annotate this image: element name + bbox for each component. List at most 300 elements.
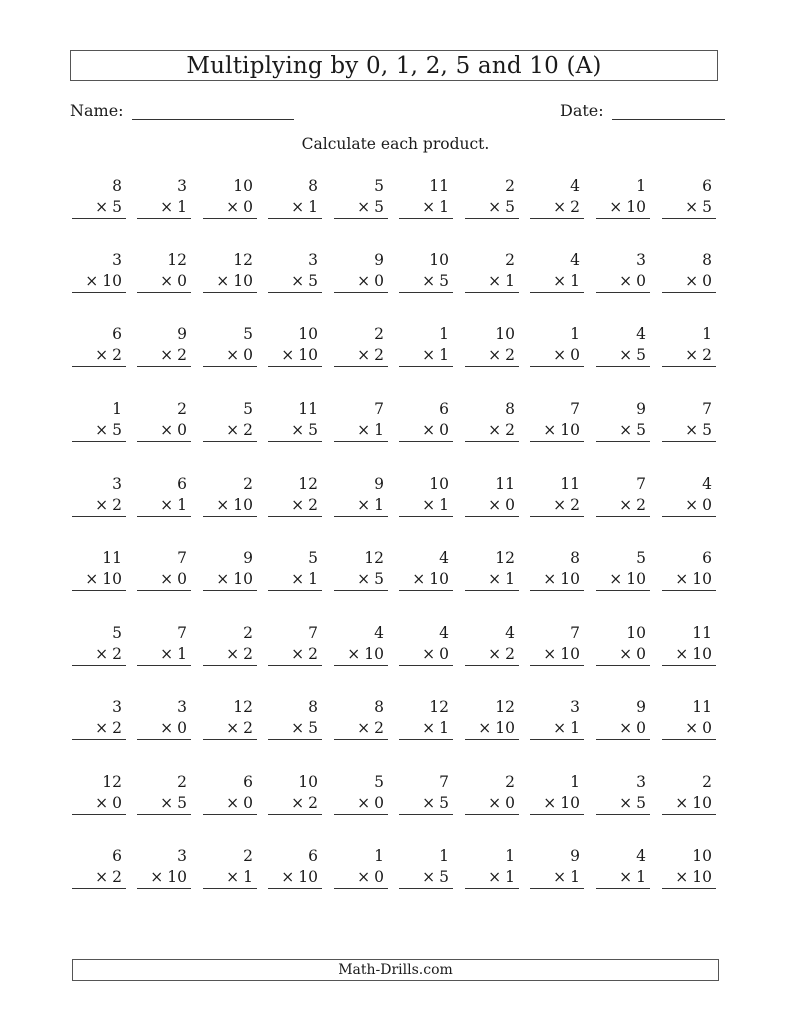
problem bbox=[137, 474, 191, 517]
name-blank-line[interactable] bbox=[132, 95, 294, 120]
times-symbol: × bbox=[281, 868, 295, 886]
multiplicand: 12 bbox=[233, 251, 253, 269]
times-symbol: × bbox=[95, 421, 109, 439]
problem bbox=[662, 772, 716, 815]
problem bbox=[203, 697, 257, 740]
multiplier: 2 bbox=[112, 868, 122, 886]
problem bbox=[530, 399, 584, 442]
multiplier-line bbox=[72, 792, 126, 815]
multiplier: 1 bbox=[505, 272, 515, 290]
multiplicand: 9 bbox=[243, 549, 253, 567]
problem bbox=[203, 623, 257, 666]
times-symbol: × bbox=[150, 868, 164, 886]
multiplicand: 4 bbox=[636, 847, 646, 865]
problem bbox=[334, 623, 388, 666]
multiplicand: 5 bbox=[243, 325, 253, 343]
multiplier-line bbox=[72, 866, 126, 889]
times-symbol: × bbox=[216, 570, 230, 588]
multiplier-line bbox=[268, 568, 322, 591]
multiplicand: 10 bbox=[626, 624, 646, 642]
multiplicand: 11 bbox=[495, 475, 515, 493]
multiplicand: 3 bbox=[177, 698, 187, 716]
multiplier-line bbox=[203, 568, 257, 591]
times-symbol: × bbox=[609, 570, 623, 588]
multiplicand: 9 bbox=[636, 698, 646, 716]
multiplier-line bbox=[530, 866, 584, 889]
multiplier-line bbox=[137, 270, 191, 293]
multiplicand: 8 bbox=[374, 698, 384, 716]
problem bbox=[203, 474, 257, 517]
multiplicand: 3 bbox=[308, 251, 318, 269]
multiplier-line bbox=[530, 196, 584, 219]
multiplier-line bbox=[596, 344, 650, 367]
problem bbox=[399, 772, 453, 815]
multiplicand: 10 bbox=[298, 325, 318, 343]
times-symbol: × bbox=[95, 198, 109, 216]
multiplicand: 7 bbox=[636, 475, 646, 493]
multiplicand: 6 bbox=[112, 847, 122, 865]
multiplier: 0 bbox=[636, 272, 646, 290]
problem bbox=[72, 324, 126, 367]
multiplicand: 2 bbox=[243, 624, 253, 642]
multiplier: 0 bbox=[177, 719, 187, 737]
multiplicand: 1 bbox=[636, 177, 646, 195]
problem bbox=[203, 548, 257, 591]
multiplicand: 12 bbox=[429, 698, 449, 716]
multiplicand: 4 bbox=[505, 624, 515, 642]
multiplier: 2 bbox=[112, 645, 122, 663]
multiplicand: 7 bbox=[308, 624, 318, 642]
times-symbol: × bbox=[619, 645, 633, 663]
multiplier: 1 bbox=[177, 198, 187, 216]
problem bbox=[662, 324, 716, 367]
problem bbox=[662, 176, 716, 219]
multiplier: 0 bbox=[636, 645, 646, 663]
instructions: Calculate each product. bbox=[301, 135, 490, 153]
multiplier-line bbox=[662, 643, 716, 666]
multiplier: 0 bbox=[374, 794, 384, 812]
times-symbol: × bbox=[488, 794, 502, 812]
multiplicand: 11 bbox=[429, 177, 449, 195]
problem bbox=[465, 772, 519, 815]
multiplier-line bbox=[465, 643, 519, 666]
multiplier: 10 bbox=[495, 719, 515, 737]
times-symbol: × bbox=[553, 496, 567, 514]
times-symbol: × bbox=[685, 719, 699, 737]
multiplier: 5 bbox=[439, 794, 449, 812]
multiplicand: 6 bbox=[702, 177, 712, 195]
problem bbox=[465, 548, 519, 591]
multiplier-line bbox=[662, 270, 716, 293]
name-field bbox=[70, 95, 294, 120]
multiplier: 0 bbox=[439, 421, 449, 439]
multiplier-line bbox=[137, 792, 191, 815]
multiplier: 0 bbox=[374, 272, 384, 290]
problem bbox=[399, 697, 453, 740]
multiplicand: 8 bbox=[570, 549, 580, 567]
multiplier: 10 bbox=[233, 570, 253, 588]
problem bbox=[399, 399, 453, 442]
problem bbox=[334, 399, 388, 442]
multiplier-line bbox=[530, 419, 584, 442]
multiplier: 1 bbox=[505, 868, 515, 886]
date-blank-line[interactable] bbox=[612, 95, 725, 120]
multiplier-line bbox=[203, 419, 257, 442]
multiplier: 10 bbox=[560, 570, 580, 588]
problem bbox=[72, 474, 126, 517]
problem bbox=[203, 772, 257, 815]
problem bbox=[399, 846, 453, 889]
multiplicand: 12 bbox=[298, 475, 318, 493]
multiplier: 0 bbox=[112, 794, 122, 812]
multiplier: 10 bbox=[364, 645, 384, 663]
multiplicand: 12 bbox=[102, 773, 122, 791]
multiplier-line bbox=[399, 494, 453, 517]
multiplier: 10 bbox=[233, 496, 253, 514]
multiplier: 2 bbox=[505, 645, 515, 663]
multiplicand: 7 bbox=[177, 549, 187, 567]
multiplier-line bbox=[465, 494, 519, 517]
multiplier-line bbox=[137, 494, 191, 517]
multiplicand: 7 bbox=[177, 624, 187, 642]
times-symbol: × bbox=[357, 719, 371, 737]
times-symbol: × bbox=[543, 645, 557, 663]
multiplier-line bbox=[530, 270, 584, 293]
multiplicand: 2 bbox=[177, 773, 187, 791]
problem bbox=[203, 399, 257, 442]
multiplicand: 8 bbox=[112, 177, 122, 195]
multiplier: 5 bbox=[636, 346, 646, 364]
problem bbox=[530, 623, 584, 666]
worksheet-title bbox=[70, 50, 718, 81]
problem bbox=[530, 772, 584, 815]
multiplier-line bbox=[268, 270, 322, 293]
multiplier-line bbox=[399, 717, 453, 740]
multiplicand: 1 bbox=[702, 325, 712, 343]
multiplier-line bbox=[399, 196, 453, 219]
problem bbox=[268, 324, 322, 367]
multiplier-line bbox=[334, 717, 388, 740]
times-symbol: × bbox=[675, 868, 689, 886]
times-symbol: × bbox=[291, 272, 305, 290]
problem bbox=[268, 623, 322, 666]
problem bbox=[268, 474, 322, 517]
multiplicand: 4 bbox=[439, 549, 449, 567]
multiplier: 2 bbox=[308, 496, 318, 514]
multiplier-line bbox=[137, 568, 191, 591]
times-symbol: × bbox=[85, 272, 99, 290]
multiplicand: 3 bbox=[112, 698, 122, 716]
times-symbol: × bbox=[160, 496, 174, 514]
multiplicand: 12 bbox=[495, 698, 515, 716]
problem bbox=[465, 697, 519, 740]
multiplier-line bbox=[662, 568, 716, 591]
footer bbox=[72, 959, 719, 981]
times-symbol: × bbox=[488, 198, 502, 216]
multiplier: 1 bbox=[439, 719, 449, 737]
times-symbol: × bbox=[226, 794, 240, 812]
problem bbox=[596, 772, 650, 815]
problem bbox=[662, 399, 716, 442]
multiplicand: 4 bbox=[570, 177, 580, 195]
multiplier: 5 bbox=[374, 570, 384, 588]
times-symbol: × bbox=[488, 868, 502, 886]
times-symbol: × bbox=[619, 346, 633, 364]
times-symbol: × bbox=[619, 719, 633, 737]
problem bbox=[399, 324, 453, 367]
multiplier: 5 bbox=[636, 421, 646, 439]
multiplier: 1 bbox=[439, 346, 449, 364]
problem bbox=[596, 548, 650, 591]
problem bbox=[268, 399, 322, 442]
multiplicand: 6 bbox=[439, 400, 449, 418]
multiplicand: 5 bbox=[374, 177, 384, 195]
times-symbol: × bbox=[543, 794, 557, 812]
multiplicand: 8 bbox=[308, 698, 318, 716]
multiplier: 2 bbox=[243, 421, 253, 439]
multiplier: 0 bbox=[505, 794, 515, 812]
times-symbol: × bbox=[291, 794, 305, 812]
problem bbox=[137, 772, 191, 815]
multiplier-line bbox=[72, 344, 126, 367]
multiplier: 0 bbox=[177, 272, 187, 290]
multiplier-line bbox=[268, 344, 322, 367]
multiplicand: 3 bbox=[112, 475, 122, 493]
multiplier: 10 bbox=[429, 570, 449, 588]
multiplier-line bbox=[72, 270, 126, 293]
footer-site-text: Math-Drills.com bbox=[338, 962, 453, 978]
multiplier-line bbox=[203, 717, 257, 740]
multiplicand: 3 bbox=[177, 847, 187, 865]
times-symbol: × bbox=[488, 570, 502, 588]
name-label: Name: bbox=[70, 101, 124, 120]
problem bbox=[72, 250, 126, 293]
times-symbol: × bbox=[226, 719, 240, 737]
problem bbox=[530, 324, 584, 367]
times-symbol: × bbox=[553, 346, 567, 364]
multiplicand: 3 bbox=[636, 773, 646, 791]
problem bbox=[334, 324, 388, 367]
times-symbol: × bbox=[553, 719, 567, 737]
problem bbox=[596, 697, 650, 740]
problem bbox=[530, 474, 584, 517]
multiplier: 5 bbox=[636, 794, 646, 812]
times-symbol: × bbox=[553, 198, 567, 216]
problem bbox=[268, 250, 322, 293]
multiplicand: 6 bbox=[243, 773, 253, 791]
problem bbox=[72, 623, 126, 666]
problem bbox=[334, 772, 388, 815]
multiplier: 5 bbox=[374, 198, 384, 216]
problem bbox=[137, 548, 191, 591]
multiplier-line bbox=[530, 643, 584, 666]
multiplier: 0 bbox=[636, 719, 646, 737]
problem bbox=[662, 474, 716, 517]
multiplier: 2 bbox=[308, 645, 318, 663]
multiplier: 0 bbox=[374, 868, 384, 886]
multiplicand: 12 bbox=[167, 251, 187, 269]
times-symbol: × bbox=[85, 570, 99, 588]
multiplicand: 7 bbox=[702, 400, 712, 418]
problem bbox=[137, 176, 191, 219]
multiplier-line bbox=[465, 568, 519, 591]
multiplier-line bbox=[662, 792, 716, 815]
multiplier: 2 bbox=[112, 496, 122, 514]
multiplier-line bbox=[530, 792, 584, 815]
multiplier: 5 bbox=[505, 198, 515, 216]
problem bbox=[137, 623, 191, 666]
multiplicand: 9 bbox=[374, 475, 384, 493]
multiplicand: 3 bbox=[636, 251, 646, 269]
multiplier-line bbox=[334, 568, 388, 591]
multiplicand: 6 bbox=[177, 475, 187, 493]
multiplier-line bbox=[399, 643, 453, 666]
problem bbox=[399, 623, 453, 666]
multiplier: 10 bbox=[626, 198, 646, 216]
multiplier-line bbox=[465, 866, 519, 889]
multiplier: 5 bbox=[702, 198, 712, 216]
multiplier: 10 bbox=[298, 346, 318, 364]
times-symbol: × bbox=[422, 346, 436, 364]
times-symbol: × bbox=[619, 794, 633, 812]
multiplicand: 7 bbox=[570, 624, 580, 642]
multiplier-line bbox=[399, 270, 453, 293]
multiplier-line bbox=[530, 344, 584, 367]
problem bbox=[72, 846, 126, 889]
multiplier-line bbox=[268, 419, 322, 442]
multiplicand: 11 bbox=[298, 400, 318, 418]
multiplier: 0 bbox=[439, 645, 449, 663]
multiplier: 2 bbox=[243, 645, 253, 663]
times-symbol: × bbox=[478, 719, 492, 737]
times-symbol: × bbox=[685, 272, 699, 290]
multiplicand: 11 bbox=[560, 475, 580, 493]
date-label: Date: bbox=[560, 101, 604, 120]
times-symbol: × bbox=[422, 868, 436, 886]
multiplier-line bbox=[72, 643, 126, 666]
multiplier-line bbox=[530, 494, 584, 517]
problem bbox=[662, 697, 716, 740]
multiplier: 2 bbox=[570, 496, 580, 514]
multiplier: 0 bbox=[702, 272, 712, 290]
multiplier: 2 bbox=[177, 346, 187, 364]
times-symbol: × bbox=[488, 346, 502, 364]
times-symbol: × bbox=[291, 496, 305, 514]
multiplier: 10 bbox=[298, 868, 318, 886]
times-symbol: × bbox=[95, 496, 109, 514]
multiplicand: 8 bbox=[308, 177, 318, 195]
problem bbox=[596, 324, 650, 367]
times-symbol: × bbox=[685, 496, 699, 514]
times-symbol: × bbox=[422, 794, 436, 812]
times-symbol: × bbox=[160, 421, 174, 439]
times-symbol: × bbox=[216, 496, 230, 514]
multiplier: 1 bbox=[505, 570, 515, 588]
multiplier-line bbox=[465, 717, 519, 740]
times-symbol: × bbox=[160, 719, 174, 737]
multiplicand: 10 bbox=[692, 847, 712, 865]
multiplier-line bbox=[137, 717, 191, 740]
multiplier: 5 bbox=[177, 794, 187, 812]
multiplier-line bbox=[465, 419, 519, 442]
multiplier-line bbox=[596, 717, 650, 740]
problem bbox=[596, 623, 650, 666]
multiplier: 0 bbox=[570, 346, 580, 364]
multiplier: 0 bbox=[243, 198, 253, 216]
multiplier-line bbox=[399, 568, 453, 591]
multiplier: 1 bbox=[308, 198, 318, 216]
multiplier-line bbox=[203, 792, 257, 815]
multiplicand: 9 bbox=[177, 325, 187, 343]
times-symbol: × bbox=[226, 198, 240, 216]
problem bbox=[596, 399, 650, 442]
problem bbox=[465, 846, 519, 889]
problem bbox=[596, 846, 650, 889]
times-symbol: × bbox=[216, 272, 230, 290]
multiplicand: 10 bbox=[429, 475, 449, 493]
multiplicand: 7 bbox=[570, 400, 580, 418]
multiplier: 5 bbox=[439, 868, 449, 886]
times-symbol: × bbox=[357, 198, 371, 216]
multiplier-line bbox=[137, 866, 191, 889]
problem bbox=[137, 399, 191, 442]
problem bbox=[334, 474, 388, 517]
multiplier-line bbox=[72, 494, 126, 517]
problem bbox=[465, 399, 519, 442]
multiplier: 2 bbox=[570, 198, 580, 216]
multiplier-line bbox=[596, 643, 650, 666]
multiplier-line bbox=[137, 344, 191, 367]
multiplier-line bbox=[399, 792, 453, 815]
multiplicand: 9 bbox=[636, 400, 646, 418]
multiplier-line bbox=[465, 270, 519, 293]
multiplier-line bbox=[596, 270, 650, 293]
problem bbox=[72, 548, 126, 591]
multiplier: 2 bbox=[702, 346, 712, 364]
multiplicand: 8 bbox=[505, 400, 515, 418]
problem bbox=[530, 697, 584, 740]
multiplier: 5 bbox=[308, 272, 318, 290]
multiplicand: 7 bbox=[439, 773, 449, 791]
problem bbox=[203, 250, 257, 293]
times-symbol: × bbox=[357, 272, 371, 290]
multiplier-line bbox=[334, 270, 388, 293]
multiplicand: 2 bbox=[243, 847, 253, 865]
times-symbol: × bbox=[160, 794, 174, 812]
times-symbol: × bbox=[357, 346, 371, 364]
multiplicand: 2 bbox=[505, 773, 515, 791]
multiplier: 5 bbox=[702, 421, 712, 439]
multiplier-line bbox=[662, 717, 716, 740]
multiplicand: 3 bbox=[112, 251, 122, 269]
multiplier-line bbox=[465, 792, 519, 815]
multiplier: 2 bbox=[308, 794, 318, 812]
times-symbol: × bbox=[226, 645, 240, 663]
times-symbol: × bbox=[357, 496, 371, 514]
problem bbox=[137, 324, 191, 367]
multiplier-line bbox=[268, 643, 322, 666]
multiplicand: 5 bbox=[112, 624, 122, 642]
multiplier: 1 bbox=[374, 496, 384, 514]
problem bbox=[72, 772, 126, 815]
times-symbol: × bbox=[357, 794, 371, 812]
multiplier-line bbox=[137, 643, 191, 666]
problem bbox=[662, 623, 716, 666]
multiplier: 1 bbox=[177, 496, 187, 514]
multiplier-line bbox=[268, 717, 322, 740]
problem bbox=[334, 697, 388, 740]
multiplier-line bbox=[334, 419, 388, 442]
